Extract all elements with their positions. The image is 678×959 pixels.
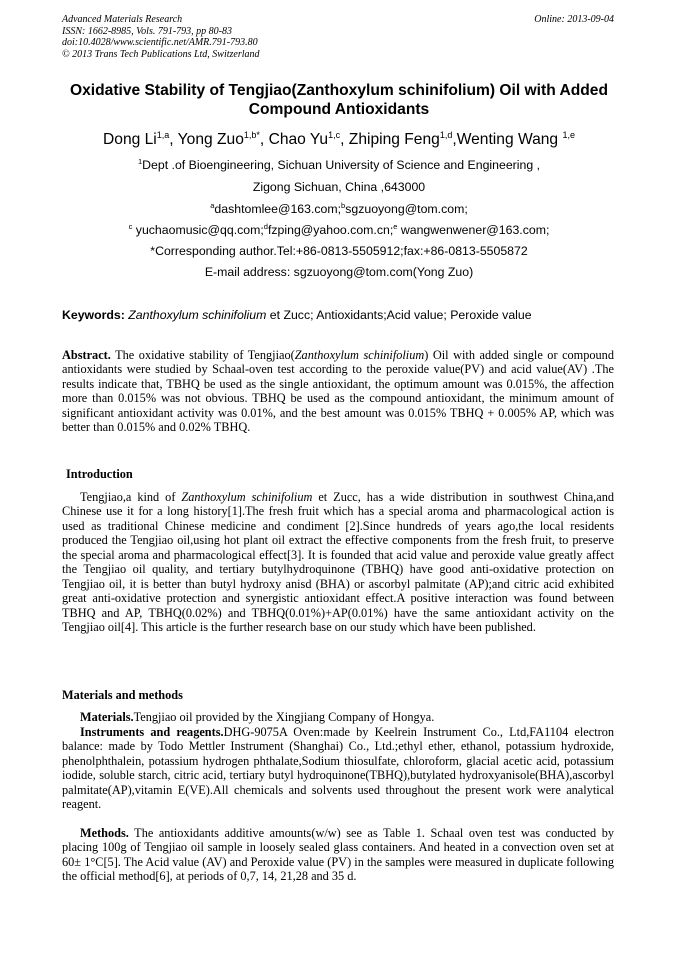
materials-paragraph: Materials.Tengjiao oil provided by the Xingjiang Company of Hongya. [80, 710, 435, 724]
abstract-label: Abstract. [62, 348, 111, 362]
author-sup: 1,d [439, 130, 453, 140]
author-list: Dong Li$^{1,a}$, Yong Zuo$^{1,b*}$, Chao Yu$^{1,c}$, Zhiping Feng$^{1,d}$,Wenting Wang $^{1,e}$ [103, 130, 575, 148]
copyright-line: © 2013 Trans Tech Publications Ltd, Switzerland [62, 48, 260, 60]
affiliation-line-2: Zigong Sichuan, China ,643000 [252, 180, 426, 194]
keywords-label: Keywords: [62, 308, 125, 322]
online-date: Online: 2013-09-04 [534, 14, 614, 25]
introduction-paragraph: Tengjiao,a kind of Zanthoxylum schinifolium et Zucc, has a wide distribution in southwest China,and Chinese use it for a long history[1].The fresh fruit which has a special aroma and pharmacological action is used as traditional Chinese medicine and condiment [2].Since hundreds of years ago,the local residents produced the Tengjiao oil,using hot plant oil extract the effective components from the fresh fruit, to preserve the special aroma and pharmacological effect[3]. It is founded that acid value and peroxide value greatly affect the Tengjiao oil quality, and tertiary butylhydroquinone (TBHQ) have good anti-oxidative protection on Tengjiao oil, it is better than butyl hydroxy anisd (BHA) or ascorbyl palmitate (AP);and citric acid exhibited great anti-oxidative protection and synergistic antioxidant effect.A positive interaction was found between TBHQ and AP, TBHQ(0.02%) and TBHQ(0.01%)+AP(0.01%) have the same antioxidant activity on the Tengjiao oil[4]. This article is the further research base on our study which have been published. [62, 490, 614, 635]
methods-paragraph: Methods. The antioxidants additive amounts(w/w) see as Table 1. Schaal oven test was conducted by placing 100g of Tengjiao oil sample in loosely sealed glass containers. And heated in a convection oven set at 60± 1°C[5]. The Acid value (AV) and Peroxide value (PV) in the samples were measured in duplicate following the official method[6], at periods of 0,7, 14, 21,28 and 35 d. [62, 826, 614, 884]
issn-line: ISSN: 1662-8985, Vols. 791-793, pp 80-83 [62, 25, 232, 37]
email-address: E-mail address: sgzuoyong@tom.com(Yong Zuo) [204, 265, 474, 279]
corresponding-author: *Corresponding author.Tel:+86-0813-5505912;fax:+86-0813-5505872 [150, 244, 528, 258]
author-name: Chao Yu [268, 131, 329, 148]
email-line-2: $^c$ yuchaomusic@qq.com;$^d$fzping@yahoo.com.cn;$^e$ wangwenwener@163.com; [128, 222, 550, 237]
email-b: sgzuoyong@tom.com; [345, 202, 468, 216]
materials-methods-heading: Materials and methods [62, 688, 183, 702]
doi-line: doi:10.4028/www.scientific.net/AMR.791-793.80 [62, 37, 258, 48]
journal-name: Advanced Materials Research [62, 14, 183, 25]
instruments-paragraph: Instruments and reagents.DHG-9075A Oven:made by Keelrein Instrument Co., Ltd,FA1104 electron balance: made by Todo Mettler Instrument (Shanghai) Co., Ltd.;ethyl ether, ethanol, potassium hydroxide, phenolphthalein, potassium hydrogen phthalate,Sodium thiosulfate, chloroform, glacial acetic acid, potassium iodide, soluble starch, citric acid, tertiary butyl hydroquinone(TBHQ),butylated hydroxyanisole(BHA),ascorbyl palmitate(AP),vitamin E(VE).All chemicals and solvents used throughout the present work were analytical reagent. [62, 725, 614, 812]
abstract: Abstract. The oxidative stability of Tengjiao(Zanthoxylum schinifolium) Oil with added single or compound antioxidants were studied by Schaal-oven test according to the peroxide value(PV) and acid value(AV) .The results indicate that, TBHQ be used as the single antioxidant, the optimum amount was 0.015%, the affection more than 0.015% was not obvious. TBHQ be used as the compound antioxidant, the minimum amount of significant antioxidant activity was 0.01%, and the best amount was 0.015% TBHQ + 0.005% AP, which was better than 0.015% and 0.02% TBHQ. [62, 348, 614, 435]
email-a: dashtomlee@163.com; [214, 202, 342, 216]
keywords: Keywords: Zanthoxylum schinifolium et Zucc; Antioxidants;Acid value; Peroxide value [62, 308, 532, 322]
author-name: Zhiping Feng [348, 131, 440, 148]
author-name: Wenting Wang [456, 131, 559, 148]
affiliation-line-1: $^1$Dept .of Bioengineering, Sichuan University of Science and Engineering , [137, 157, 540, 172]
email-c: yuchaomusic@qq.com; [135, 223, 264, 237]
author-sup: 1,a [156, 130, 170, 140]
affiliation-sup: 1 [137, 157, 143, 166]
author-sup: 1,b* [243, 130, 260, 140]
email-e: wangwenwener@163.com; [400, 223, 550, 237]
paper-title: Oxidative Stability of Tengjiao(Zanthoxylum schinifolium) Oil with Added Compound Antioxidants [69, 82, 608, 118]
author-sup: 1,c [328, 130, 341, 140]
journal-header [62, 14, 422, 60]
author-sup: 1,e [562, 130, 575, 140]
author-name: Dong Li [103, 131, 157, 148]
introduction-heading: Introduction [66, 467, 133, 481]
author-name: Yong Zuo [177, 131, 244, 148]
email-d: fzping@yahoo.com.cn; [267, 223, 394, 237]
email-line-1: $^a$dashtomlee@163.com;$^b$sgzuoyong@tom.com; [210, 201, 468, 216]
